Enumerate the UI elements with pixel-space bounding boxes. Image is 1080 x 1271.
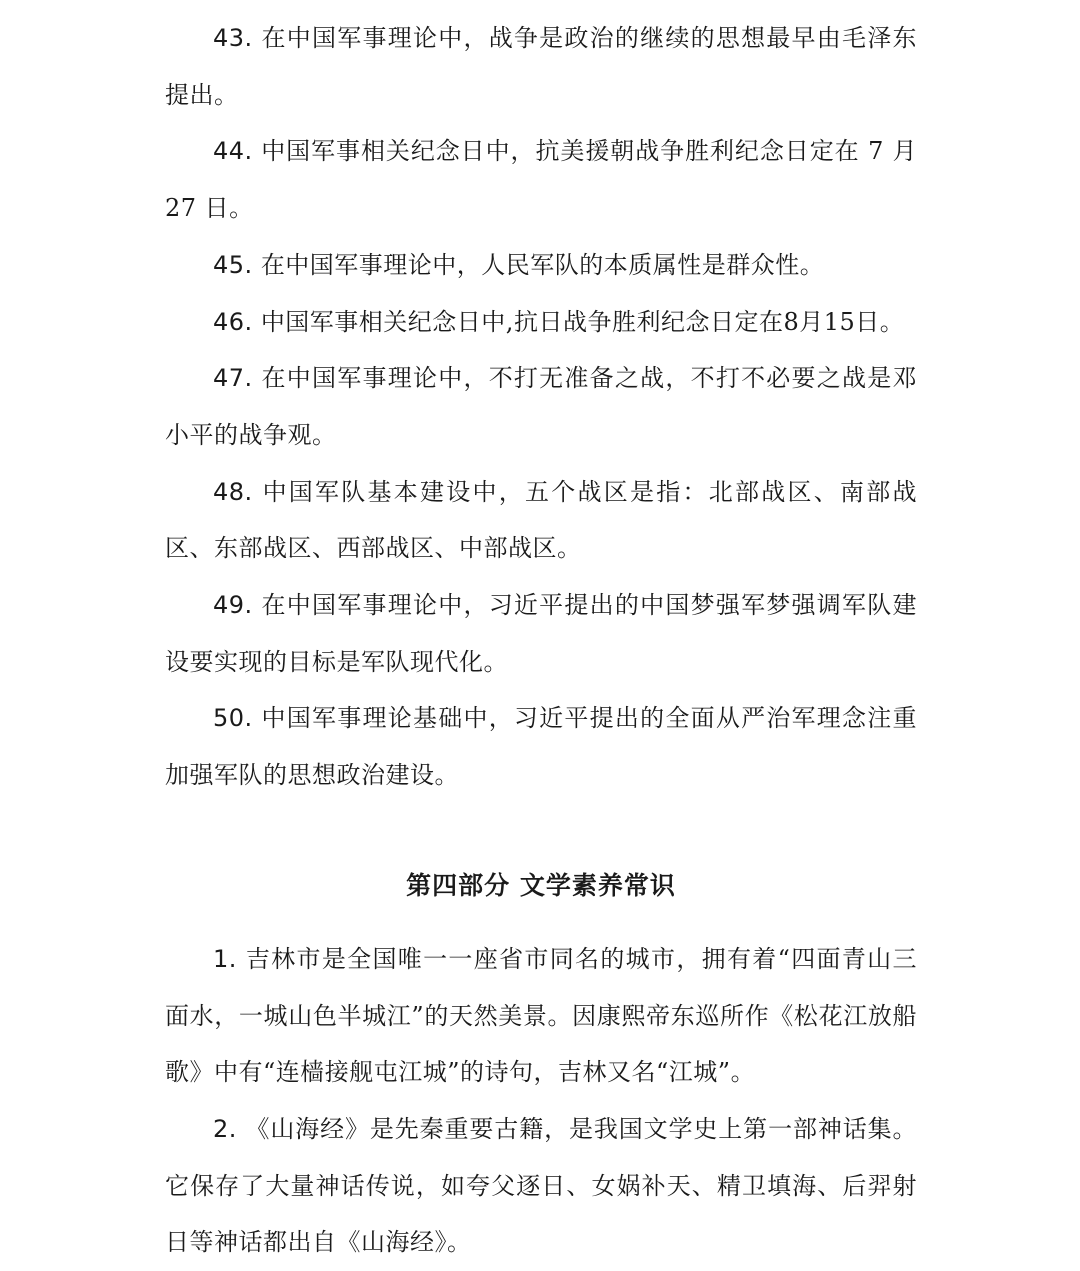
list-item bbox=[165, 123, 917, 236]
item-number: 46. bbox=[213, 307, 253, 336]
list-item bbox=[165, 10, 917, 123]
item-number: 1. bbox=[213, 944, 237, 973]
item-text: 中国军事理论基础中，习近平提出的全面从严治军理念注重加强军队的思想政治建设。 bbox=[165, 704, 917, 790]
item-text: 在中国军事理论中，战争是政治的继续的思想最早由毛泽东提出。 bbox=[165, 24, 917, 109]
item-number: 44. bbox=[213, 137, 253, 166]
item-number: 49. bbox=[213, 591, 253, 620]
list-item bbox=[165, 690, 917, 803]
list-item bbox=[165, 350, 917, 463]
item-number: 43. bbox=[213, 24, 253, 52]
list-item bbox=[165, 294, 917, 351]
list-item bbox=[165, 931, 917, 1101]
item-number: 50. bbox=[213, 704, 253, 733]
item-text: 中国军事相关纪念日中，抗美援朝战争胜利纪念日定在 7 月 27 日。 bbox=[165, 137, 917, 223]
item-text: 中国军队基本建设中，五个战区是指：北部战区、南部战区、东部战区、西部战区、中部战区。 bbox=[165, 477, 918, 563]
list-item bbox=[165, 464, 917, 577]
section-title: 第四部分 文学素养常识 bbox=[406, 870, 676, 900]
document-page bbox=[165, 10, 917, 1271]
item-text: 在中国军事理论中，人民军队的本质属性是群众性。 bbox=[260, 250, 825, 279]
item-number: 2. bbox=[213, 1114, 237, 1143]
item-number: 45. bbox=[213, 250, 253, 279]
item-number: 47. bbox=[213, 364, 253, 393]
item-text: 《山海经》是先秦重要古籍，是我国文学史上第一部神话集。它保存了大量神话传说，如夸父逐日、女娲补天、精卫填海、后羿射日等神话都出自《山海经》。 bbox=[165, 1114, 918, 1257]
list-item bbox=[165, 577, 917, 690]
item-text: 吉林市是全国唯一一座省市同名的城市，拥有着“四面青山三面水，一城山色半城江”的天然美景。因康熙帝东巡所作《松花江放船歌》中有“连樯接舰屯江城”的诗句，吉林又名“江城”。 bbox=[165, 944, 917, 1087]
list-item bbox=[165, 1101, 917, 1271]
item-text: 在中国军事理论中，不打无准备之战，不打不必要之战是邓小平的战争观。 bbox=[165, 364, 917, 449]
item-number: 48. bbox=[213, 477, 253, 506]
item-text: 在中国军事理论中，习近平提出的中国梦强军梦强调军队建设要实现的目标是军队现代化。 bbox=[165, 591, 917, 676]
item-text: 中国军事相关纪念日中,抗日战争胜利纪念日定在8月15日。 bbox=[260, 307, 905, 336]
list-item bbox=[165, 237, 917, 294]
